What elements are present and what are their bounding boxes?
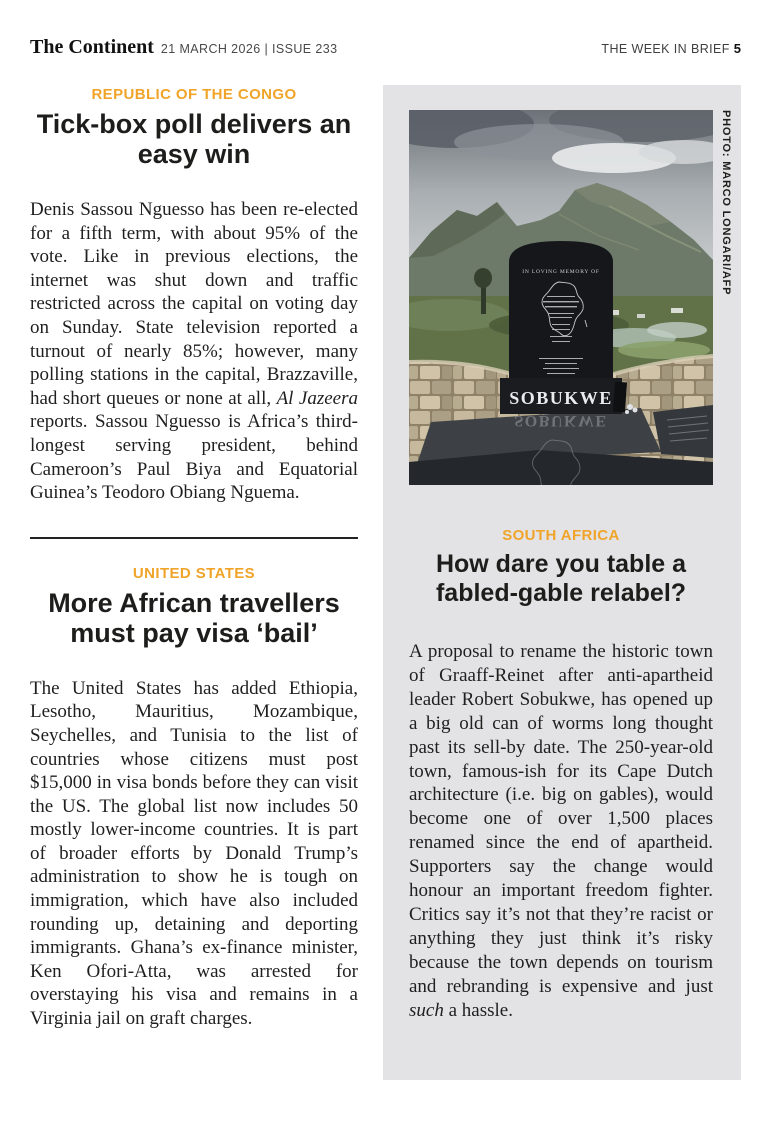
story-united-states (30, 565, 358, 1031)
page-number: 5 (733, 41, 741, 56)
body-segment: a hassle. (443, 999, 513, 1021)
right-column-panel (383, 85, 741, 1080)
story-divider (30, 537, 358, 539)
issue-info: 21 MARCH 2026 | ISSUE 233 (160, 42, 338, 56)
masthead-right (601, 40, 741, 58)
publication-logo: The Continent (30, 36, 154, 58)
section-label: THE WEEK IN BRIEF (601, 42, 730, 56)
left-column (30, 86, 358, 1050)
story-south-africa (409, 527, 713, 1023)
headstone-inscription-heading: IN LOVING MEMORY OF (522, 269, 600, 275)
headstone-name-reflection: SOBUKWE (514, 412, 608, 429)
body-segment: reports. Sassou Nguesso is Africa’s third-longest serving president, behind Cameroon’s Paul Biya and Equatorial Guinea’s Teodoro Obiang Nguema. (30, 411, 358, 504)
story-sa-kicker: SOUTH AFRICA (502, 527, 620, 544)
masthead-left (30, 36, 337, 59)
masthead (30, 36, 741, 59)
story-us-body: The United States has added Ethiopia, Lesotho, Mauritius, Mozambique, Seychelles, and Tunisia to the list of countries whose citizens must post $15,000 in visa bonds before they can visit the US. The global list now includes 50 mostly lower-income countries. It is part of broader efforts by Donald Trump’s administration to show he is tough on immigration, which have also included rounding up, detaining and deporting immigrants. Ghana’s ex-finance minister, Ken Ofori-Atta, was arrested for overstaying his visa and remains in a Virginia jail on graft charges. (30, 677, 358, 1030)
story-us-headline: More African travellers must pay visa ‘bail’ (48, 587, 340, 648)
body-italic-segment: such (409, 999, 444, 1021)
story-us-kicker: UNITED STATES (132, 564, 256, 582)
headstone-name: SOBUKWE (509, 388, 613, 408)
story-congo-headline: Tick-box poll delivers an easy win (36, 109, 352, 169)
panel-inner (383, 85, 741, 1023)
story-congo-kicker: REPUBLIC OF THE CONGO (91, 86, 297, 103)
story-congo (30, 86, 358, 505)
photo-credit: PHOTO: MARCO LONGARI/AFP (720, 110, 732, 296)
sobukwe-grave-photo (409, 110, 713, 485)
body-segment: Denis Sassou Nguesso has been re-elected for a fifth term, with about 95% of the vote. Like in previous elections, the internet was shut down and traffic restricted across the capital on voting day on Sunday. State television reported a turnout of nearly 85%; however, many polling stations in the capital, Brazzaville, had short queues or none at all, (30, 199, 358, 409)
story-sa-body (409, 640, 713, 1023)
body-italic-segment: Al Jazeera (276, 387, 359, 409)
story-sa-headline: How dare you table a fabled-gable relabel? (435, 550, 687, 607)
story-congo-body (30, 198, 358, 505)
body-segment: A proposal to rename the historic town of Graaff-Reinet after anti-apartheid leader Robert Sobukwe, has opened up a big old can of worms long thought past its sell-by date. The 250-year-old town, famous-ish for its Cape Dutch architecture (i.e. big on gables), would become one of over 1,500 places renamed since the end of apartheid. Supporters say the change would honour an important freedom fighter. Critics say it’s not that they’re racist or anything they just think it’s risky because the town depends on tourism and rebranding is expensive and just (409, 641, 713, 997)
